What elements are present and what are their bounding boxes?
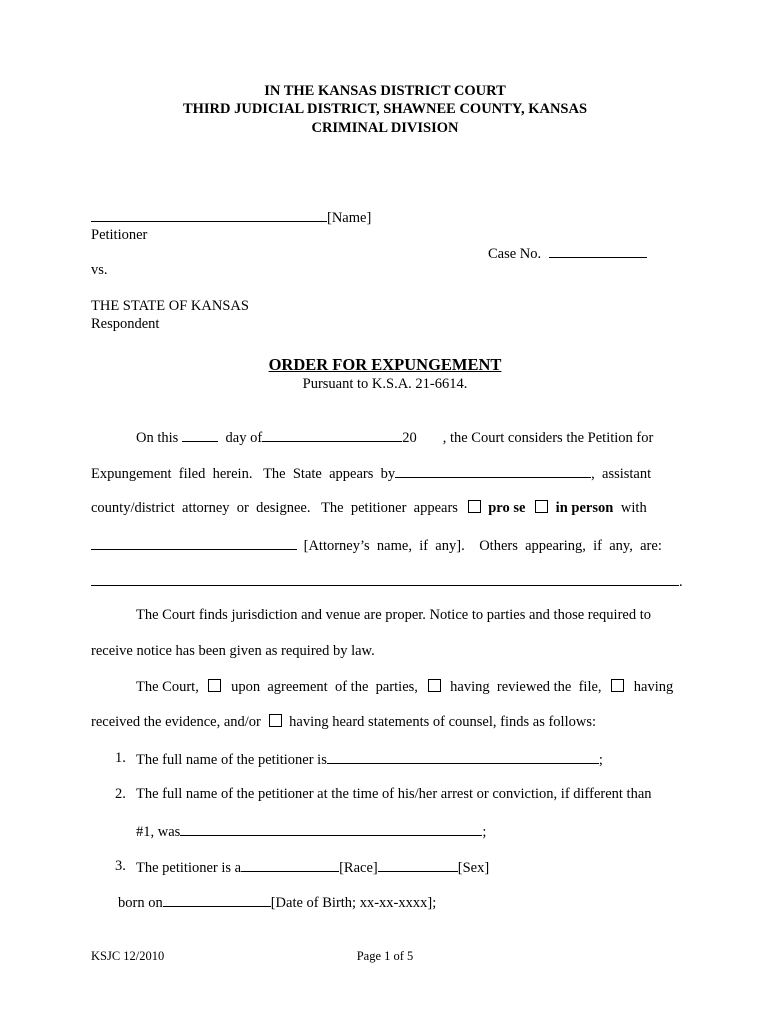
dob-label: [Date of Birth; xx-xx-xxxx]; xyxy=(270,895,437,911)
having-text: having xyxy=(633,679,674,695)
reviewed-file-checkbox[interactable] xyxy=(428,679,441,692)
versus: vs. xyxy=(91,262,108,278)
arrest-name-blank[interactable] xyxy=(180,822,482,836)
year-text: 20 xyxy=(402,430,417,446)
item-3-line-2 xyxy=(118,893,436,912)
item-1-number: 1. xyxy=(115,750,126,766)
considers-text: , the Court considers the Petition for xyxy=(442,430,654,446)
race-blank[interactable] xyxy=(241,858,339,872)
on-this-text: On this xyxy=(136,430,179,446)
case-number xyxy=(488,244,647,263)
judicial-district: THIRD JUDICIAL DISTRICT, SHAWNEE COUNTY, KANSAS xyxy=(182,101,588,117)
body-line-3 xyxy=(91,500,647,517)
born-on-text: born on xyxy=(118,895,163,911)
body-line-1 xyxy=(136,428,653,447)
petitioner-name-blank[interactable] xyxy=(91,208,327,222)
petitioner-label: Petitioner xyxy=(91,227,148,243)
agreement-label: upon agreement of the parties, xyxy=(231,679,418,695)
item-2-number: 2. xyxy=(115,786,126,802)
sex-label: [Sex] xyxy=(457,860,490,876)
item-1-end: ; xyxy=(598,752,603,768)
item-3 xyxy=(136,858,489,877)
statute-reference: Pursuant to K.S.A. 21-6614. xyxy=(302,376,468,392)
month-blank[interactable] xyxy=(262,428,402,442)
jurisdiction-line-1: The Court finds jurisdiction and venue are proper. Notice to parties and those required to xyxy=(136,607,652,623)
day-of-text: day of xyxy=(225,430,263,446)
assistant-text: , assistant xyxy=(591,466,652,482)
case-no-blank[interactable] xyxy=(549,244,647,258)
item-3-number: 3. xyxy=(115,858,126,874)
court-findings-line-1 xyxy=(136,679,673,696)
jurisdiction-line-2: receive notice has been given as required by law. xyxy=(91,643,375,659)
attorney-name-text: [Attorney’s name, if any]. Others appearing, if any, are: xyxy=(303,538,662,554)
item-1 xyxy=(136,750,603,769)
item-2-text: The full name of the petitioner at the time of his/her arrest or conviction, if different than xyxy=(136,786,652,802)
page-number: Page 1 of 5 xyxy=(356,949,414,963)
petitioner-appears-text: county/district attorney or designee. The petitioner appears xyxy=(91,500,458,516)
state-appears-text: Expungement filed herein. The State appears by xyxy=(91,466,396,482)
pro-se-checkbox[interactable] xyxy=(468,500,481,513)
respondent-label: Respondent xyxy=(91,316,160,332)
division: CRIMINAL DIVISION xyxy=(311,120,459,136)
court-name: IN THE KANSAS DISTRICT COURT xyxy=(264,83,506,99)
full-name-blank[interactable] xyxy=(327,750,599,764)
race-label: [Race] xyxy=(339,860,378,876)
with-text: with xyxy=(620,500,647,516)
body-line-4 xyxy=(91,536,662,555)
respondent-name: THE STATE OF KANSAS xyxy=(91,298,249,314)
item-2-was: #1, was xyxy=(136,824,181,840)
reviewed-file-label: having reviewed the file, xyxy=(450,679,602,695)
in-person-label: in person xyxy=(555,500,614,516)
in-person-checkbox[interactable] xyxy=(535,500,548,513)
item-3-text: The petitioner is a xyxy=(136,860,242,876)
period: . xyxy=(679,574,683,590)
form-id: KSJC 12/2010 xyxy=(91,949,165,963)
name-label: [Name] xyxy=(327,210,372,226)
heard-statements-checkbox[interactable] xyxy=(269,714,282,727)
agreement-checkbox[interactable] xyxy=(208,679,221,692)
body-line-5 xyxy=(91,572,683,591)
received-evidence-checkbox[interactable] xyxy=(611,679,624,692)
petitioner-name-line xyxy=(91,208,371,227)
heard-statements-label: having heard statements of counsel, finds as follows: xyxy=(289,714,596,730)
attorney-name-blank[interactable] xyxy=(91,536,297,550)
the-court-text: The Court, xyxy=(136,679,199,695)
others-appearing-blank[interactable] xyxy=(91,572,679,586)
court-findings-line-2 xyxy=(91,714,596,731)
sex-blank[interactable] xyxy=(378,858,458,872)
body-line-2 xyxy=(91,464,651,483)
item-1-text: The full name of the petitioner is xyxy=(136,752,327,768)
item-2-line-2 xyxy=(136,822,486,841)
item-2-end: ; xyxy=(482,824,487,840)
received-evidence-label: received the evidence, and/or xyxy=(91,714,261,730)
dob-blank[interactable] xyxy=(163,893,271,907)
pro-se-label: pro se xyxy=(488,500,526,516)
document-title: ORDER FOR EXPUNGEMENT xyxy=(268,355,502,374)
case-no-label: Case No. xyxy=(488,246,542,262)
state-attorney-blank[interactable] xyxy=(395,464,591,478)
day-blank[interactable] xyxy=(182,428,218,442)
